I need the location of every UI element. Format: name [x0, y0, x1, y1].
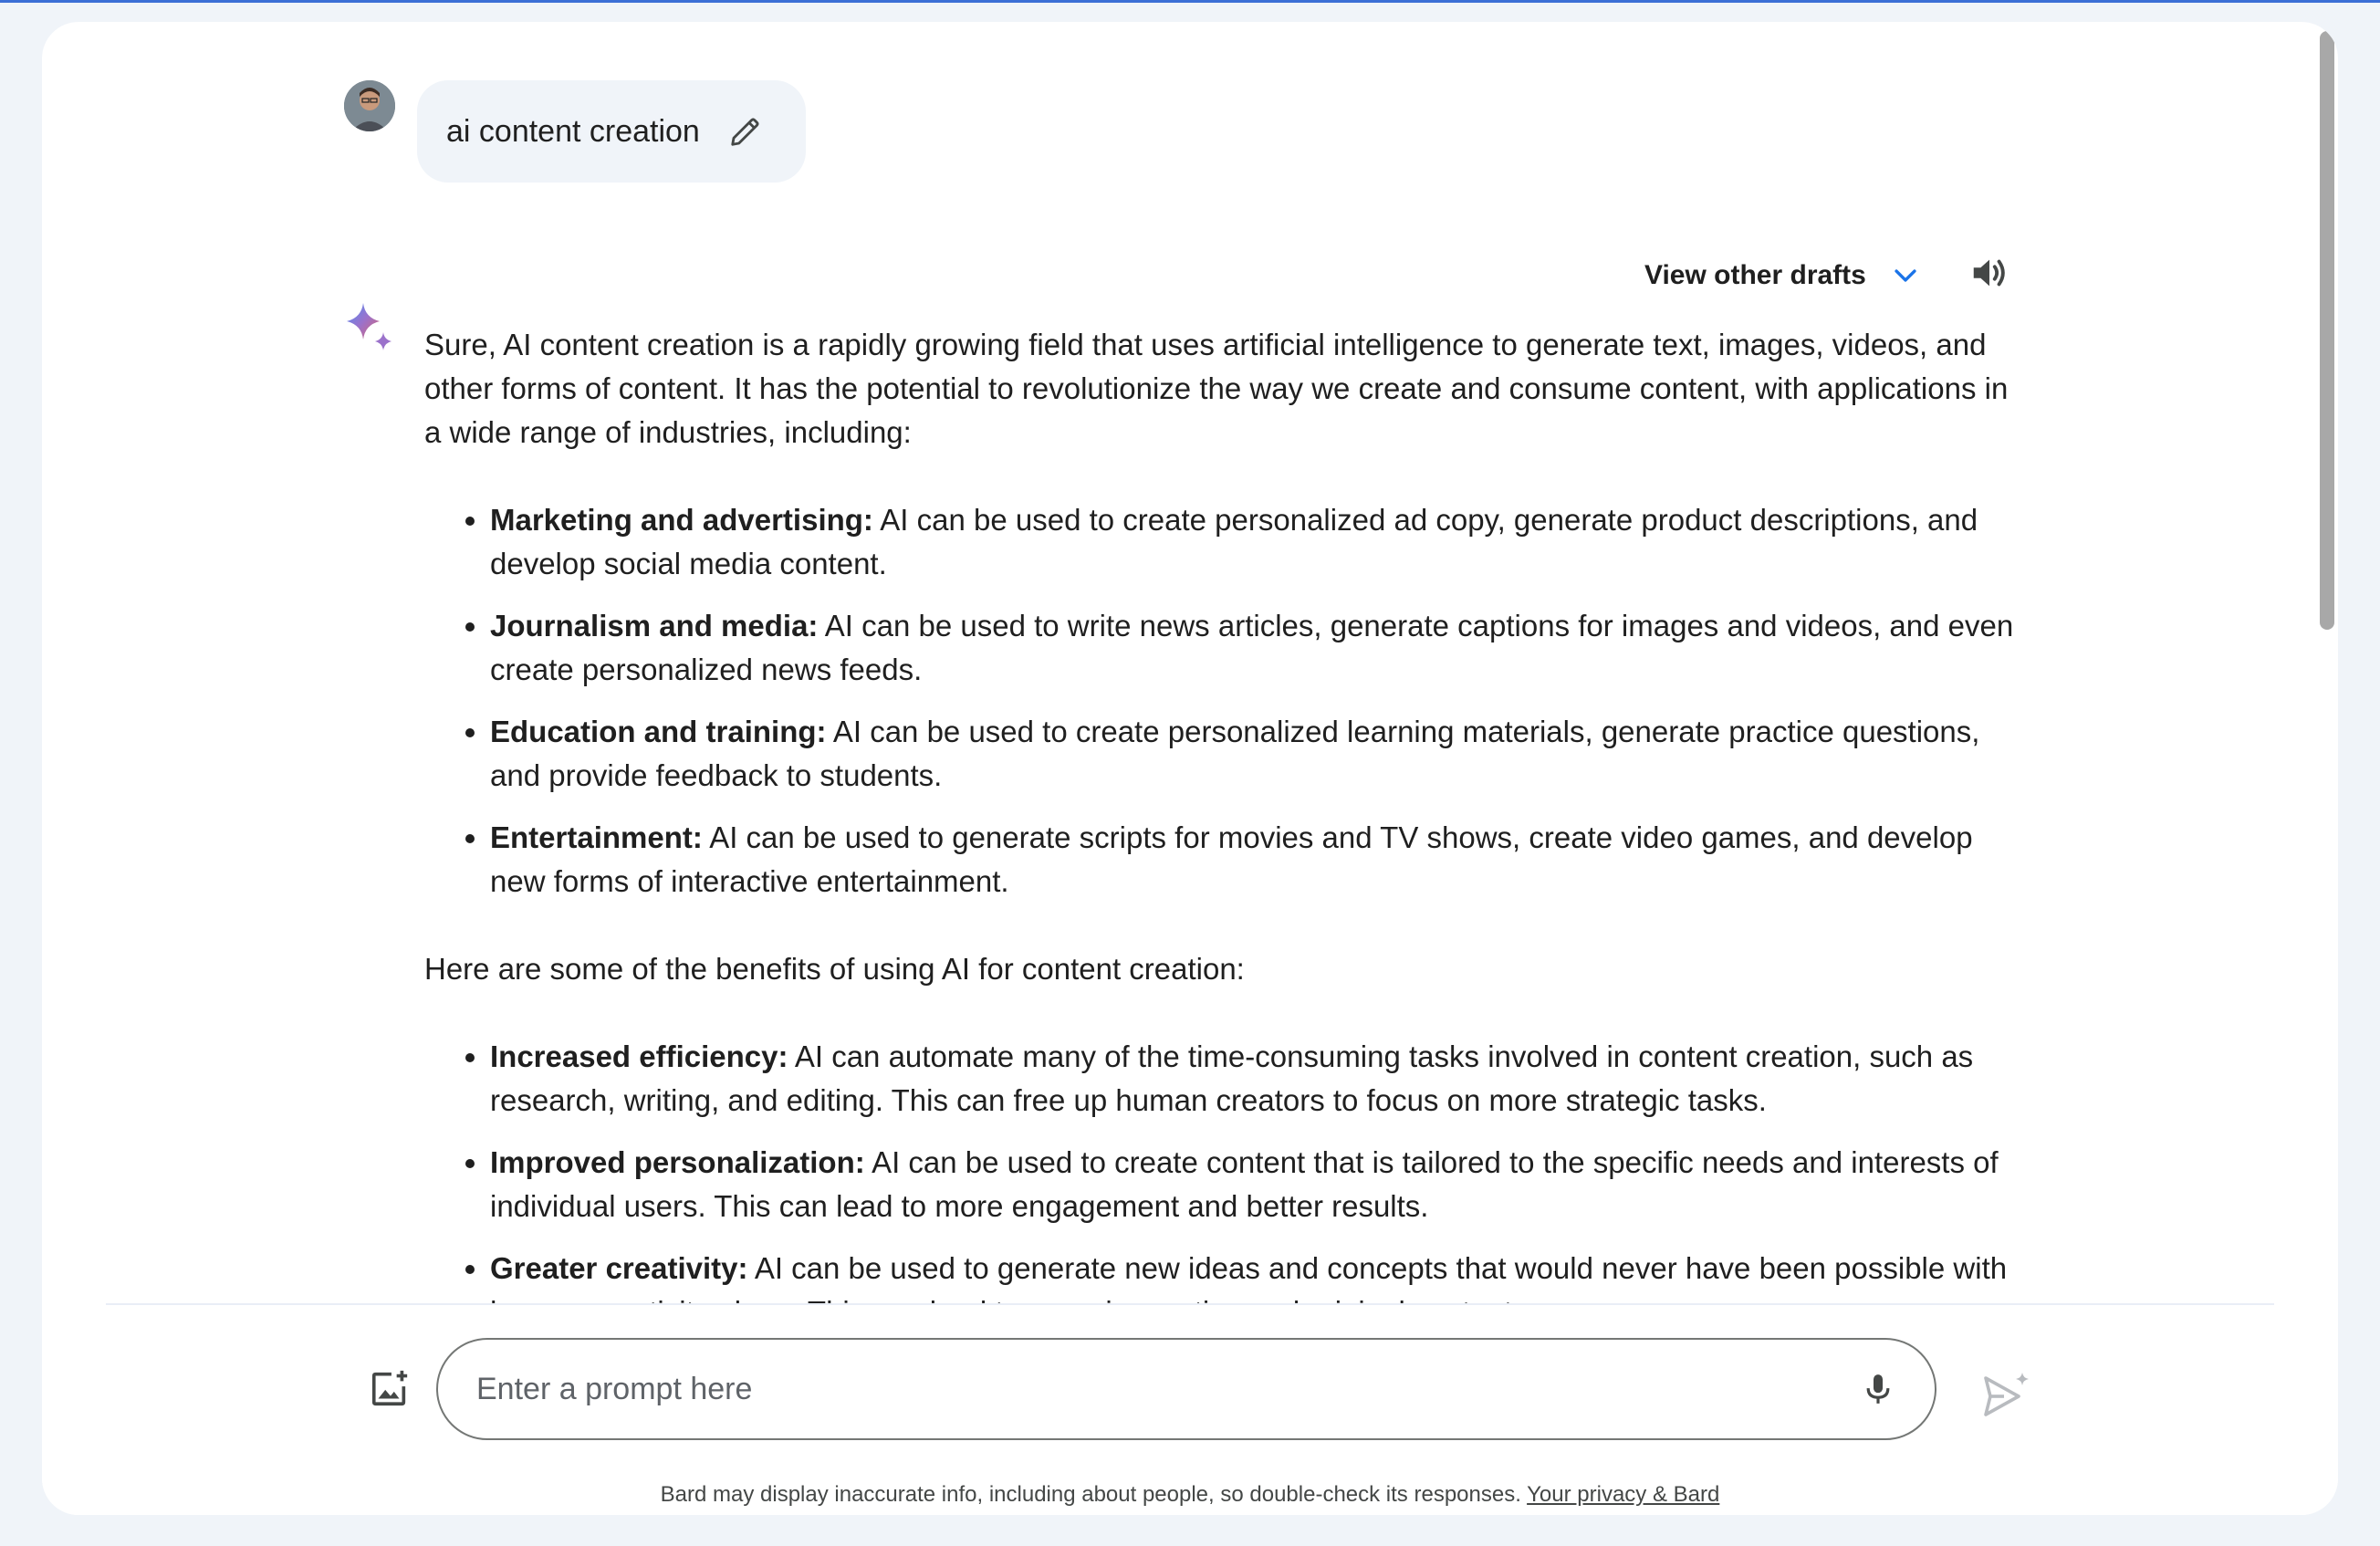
chat-panel — [42, 22, 2338, 1515]
list-item — [490, 604, 2017, 692]
speaker-icon — [1968, 252, 2010, 294]
bard-sparkle-icon — [343, 301, 398, 356]
privacy-link[interactable]: Your privacy & Bard — [1527, 1482, 1720, 1507]
response-content — [424, 323, 2017, 1378]
voice-input-button[interactable] — [1858, 1369, 1898, 1409]
list-item-text: AI can be used to create content that is tailored to the specific needs and interests of individual users. This can lead to more engagement and better results. — [490, 1145, 1999, 1223]
list-item-title: Greater creativity: — [490, 1251, 748, 1285]
list-item-text: AI can be used to create personalized ad copy, generate product descriptions, and develop social media content. — [490, 503, 1978, 580]
user-avatar[interactable] — [344, 80, 395, 131]
window-top-border — [0, 0, 2380, 3]
list-item-text: AI can be used to create personalized learning materials, generate practice questions, and provide feedback to students. — [490, 715, 1980, 792]
scrollbar-thumb[interactable] — [2320, 31, 2334, 630]
list-item — [490, 1035, 2017, 1123]
response-intro: Sure, AI content creation is a rapidly growing field that uses artificial intelligence to generate text, images, videos, and other forms of content. It has the potential to revolutionize the way we create and consume content, with applications in a wide range of industries, including: — [424, 328, 2009, 449]
scrollbar[interactable] — [2316, 22, 2338, 1515]
microphone-icon — [1860, 1371, 1896, 1407]
edit-query-button[interactable] — [727, 113, 764, 150]
list-item-text: AI can be used to generate new ideas and concepts that would never have been possible with — [754, 1251, 2008, 1285]
list-item-text: AI can be used to generate scripts for movies and TV shows, create video games, and develop new forms of interactive entertainment. — [490, 820, 1973, 898]
list-item-title: Improved personalization: — [490, 1145, 865, 1179]
pencil-icon — [728, 114, 763, 149]
list-item-title: Entertainment: — [490, 820, 703, 854]
submit-button[interactable] — [1982, 1371, 2033, 1418]
prompt-input[interactable] — [475, 1371, 1858, 1408]
send-sparkle-icon — [1982, 1371, 2033, 1418]
user-query-text: ai content creation — [446, 113, 700, 149]
list-item-title: Journalism and media: — [490, 609, 819, 642]
list-item — [490, 498, 2017, 586]
list-item-text: AI can automate many of the time-consuming tasks involved in content creation, such as research, writing, and editing. This can free up human creators to focus on more strategic tasks. — [490, 1039, 1974, 1117]
input-divider — [106, 1303, 2274, 1305]
list-item — [490, 816, 2017, 904]
add-image-icon — [369, 1367, 411, 1409]
user-query-bubble — [417, 80, 806, 183]
disclaimer — [42, 1482, 2338, 1508]
list-item — [490, 1141, 2017, 1228]
view-other-drafts-button[interactable] — [1644, 237, 1921, 314]
list-item-title: Marketing and advertising: — [490, 503, 873, 537]
list-item-title: Education and training: — [490, 715, 827, 748]
chevron-down-icon — [1890, 260, 1921, 291]
industries-list — [424, 498, 2017, 904]
upload-image-button[interactable] — [369, 1367, 411, 1409]
benefits-intro: Here are some of the benefits of using AI for content creation: — [424, 952, 1245, 986]
view-other-drafts-label: View other drafts — [1644, 260, 1866, 290]
prompt-box — [436, 1338, 1936, 1440]
disclaimer-text: Bard may display inaccurate info, including about people, so double-check its responses. — [660, 1482, 1528, 1507]
list-item-text: AI can be used to write news articles, generate captions for images and videos, and even create personalized news feeds. — [490, 609, 2014, 686]
list-item-title: Increased efficiency: — [490, 1039, 788, 1073]
listen-button[interactable] — [1968, 252, 2010, 294]
benefits-list — [424, 1035, 2017, 1334]
list-item — [490, 710, 2017, 798]
